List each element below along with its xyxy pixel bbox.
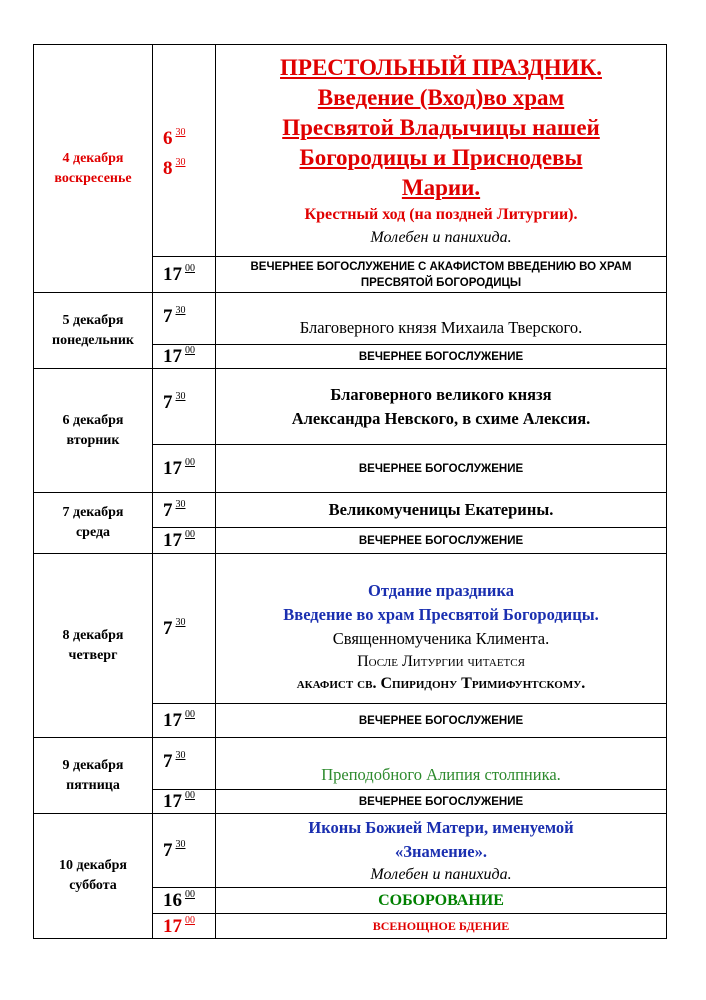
time-cell	[153, 914, 216, 939]
time-hour: 16	[163, 890, 182, 911]
time-hour: 17	[163, 264, 182, 285]
feast-line: Марии.	[401, 174, 481, 200]
service-cell	[216, 888, 667, 914]
time-hour: 6	[163, 127, 173, 149]
time-hour: 7	[163, 499, 173, 521]
day-cell	[34, 45, 153, 293]
day-date: 4 декабря	[62, 150, 124, 166]
day-cell	[34, 814, 153, 939]
service-text: ВЕЧЕРНЕЕ БОГОСЛУЖЕНИЕ	[358, 795, 524, 808]
time-cell	[153, 369, 216, 445]
time-minute: 00	[185, 914, 195, 926]
schedule-row	[34, 369, 667, 445]
service-cell	[216, 445, 667, 493]
service-cell	[216, 493, 667, 528]
service-text: Иконы Божией Матери, именуемой	[308, 817, 574, 837]
time-cell	[153, 554, 216, 704]
service-text: После Литургии читается	[357, 652, 525, 670]
service-cell	[216, 528, 667, 554]
service-cell	[216, 345, 667, 369]
day-date: 8 декабря	[62, 627, 124, 643]
time-cell	[153, 257, 216, 293]
time-hour: 17	[163, 530, 182, 551]
time-minute: 30	[175, 156, 186, 168]
day-cell	[34, 293, 153, 369]
time-cell	[153, 528, 216, 554]
time-minute: 30	[175, 750, 186, 761]
time-minute: 00	[185, 529, 195, 540]
day-cell	[34, 493, 153, 554]
time-hour: 7	[163, 751, 173, 772]
schedule-row	[34, 814, 667, 888]
time-minute: 00	[185, 263, 195, 274]
time-minute: 30	[175, 617, 186, 628]
moleben-text: Молебен и панихида.	[370, 865, 512, 883]
service-cell	[216, 914, 667, 939]
day-cell	[34, 554, 153, 738]
time-hour: 7	[163, 840, 173, 861]
time-minute: 00	[185, 345, 195, 356]
time-cell	[153, 888, 216, 914]
day-weekday: четверг	[68, 647, 118, 663]
time-minute: 30	[175, 839, 186, 850]
service-text: Священномученика Климента.	[332, 628, 550, 648]
time-cell	[153, 345, 216, 369]
schedule-row	[34, 45, 667, 257]
service-text: ВСЕНОЩНОЕ БДЕНИЕ	[372, 919, 510, 933]
service-cell	[216, 790, 667, 814]
service-cell	[216, 45, 667, 257]
service-text: «Знамение».	[395, 841, 487, 861]
time-hour: 17	[163, 346, 182, 367]
time-cell	[153, 493, 216, 528]
day-weekday: вторник	[66, 432, 120, 448]
service-text: СОБОРОВАНИЕ	[378, 891, 504, 909]
service-cell	[216, 293, 667, 345]
day-weekday: воскресенье	[54, 170, 132, 186]
day-cell	[34, 738, 153, 814]
service-text: Александра Невского, в схиме Алексия.	[291, 408, 591, 428]
service-text: Отдание праздника	[368, 580, 514, 600]
time-hour: 7	[163, 618, 173, 639]
service-text: ВЕЧЕРНЕЕ БОГОСЛУЖЕНИЕ	[358, 350, 524, 363]
schedule-row	[34, 293, 667, 345]
day-weekday: суббота	[69, 878, 117, 893]
day-date: 5 декабря	[62, 312, 124, 328]
time-hour: 17	[163, 915, 182, 937]
feast-line: Богородицы и Приснодевы	[299, 144, 583, 170]
moleben-text: Молебен и панихида.	[370, 228, 512, 246]
time-cell	[153, 445, 216, 493]
schedule-table	[33, 44, 667, 939]
service-cell	[216, 257, 667, 293]
time-minute: 00	[185, 457, 195, 468]
time-minute: 30	[175, 126, 186, 138]
time-minute: 00	[185, 790, 195, 801]
service-text: Введение во храм Пресвятой Богородицы.	[283, 604, 599, 624]
day-weekday: понедельник	[52, 332, 134, 348]
schedule-row	[34, 554, 667, 704]
time-cell	[153, 293, 216, 345]
time-minute: 30	[175, 498, 186, 510]
service-text: ВЕЧЕРНЕЕ БОГОСЛУЖЕНИЕ	[358, 534, 524, 547]
day-date: 10 декабря	[58, 858, 127, 873]
time-cell	[153, 814, 216, 888]
schedule-row	[34, 738, 667, 790]
service-text: Великомученицы Екатерины.	[328, 500, 554, 519]
feast-line: Введение (Вход)во храм	[317, 84, 565, 110]
feast-line: Пресвятой Владычицы нашей	[282, 114, 600, 140]
day-date: 7 декабря	[62, 505, 124, 520]
service-text: Благоверного князя Михаила Тверского.	[299, 318, 583, 337]
time-minute: 00	[185, 709, 195, 720]
time-hour: 17	[163, 710, 182, 731]
time-minute: 30	[175, 305, 186, 316]
day-weekday: пятница	[66, 777, 120, 793]
time-minute: 00	[185, 889, 195, 900]
feast-title: ПРЕСТОЛЬНЫЙ ПРАЗДНИК.	[280, 54, 602, 80]
time-hour: 17	[163, 791, 182, 812]
service-text: Благоверного великого князя	[330, 384, 552, 404]
service-text: ВЕЧЕРНЕЕ БОГОСЛУЖЕНИЕ	[358, 714, 524, 727]
schedule-row	[34, 493, 667, 528]
service-cell	[216, 704, 667, 738]
time-cell	[153, 704, 216, 738]
time-cell	[153, 790, 216, 814]
service-text: акафист св. Спиридону Тримифунтскому.	[296, 674, 586, 692]
service-cell	[216, 554, 667, 704]
time-hour: 17	[163, 458, 182, 479]
service-cell	[216, 738, 667, 790]
time-minute: 30	[175, 391, 186, 402]
procession-text: Крестный ход (на поздней Литургии).	[304, 205, 578, 223]
service-cell	[216, 814, 667, 888]
time-cell	[153, 738, 216, 790]
service-text: Преподобного Алипия столпника.	[321, 765, 561, 784]
time-hour: 7	[163, 306, 173, 327]
day-date: 6 декабря	[62, 412, 124, 428]
service-text: ВЕЧЕРНЕЕ БОГОСЛУЖЕНИЕ С АКАФИСТОМ ВВЕДЕНИЮ ВО ХРАМ ПРЕСВЯТОЙ БОГОРОДИЦЫ	[250, 260, 632, 289]
day-weekday: среда	[75, 525, 111, 540]
service-text: ВЕЧЕРНЕЕ БОГОСЛУЖЕНИЕ	[358, 462, 524, 475]
time-hour: 7	[163, 392, 173, 413]
day-date: 9 декабря	[62, 757, 124, 773]
day-cell	[34, 369, 153, 493]
time-cell	[153, 45, 216, 257]
time-hour: 8	[163, 157, 173, 179]
service-cell	[216, 369, 667, 445]
